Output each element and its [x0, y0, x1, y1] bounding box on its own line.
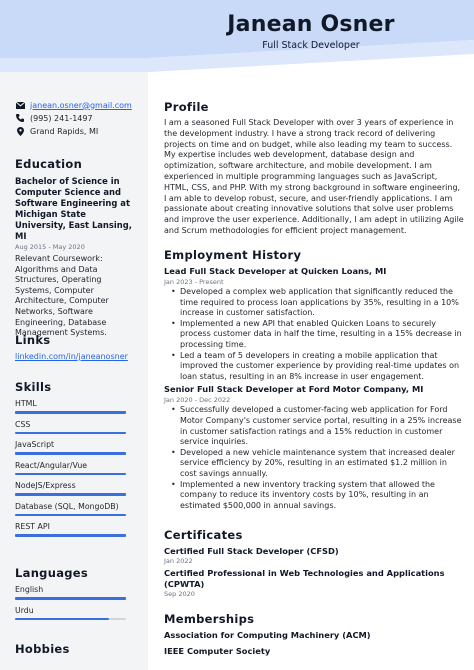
skill-level-fill — [15, 411, 126, 414]
certificate-name: Certified Professional in Web Technologies and Applications (CPWTA) — [164, 568, 445, 589]
membership-item: Association for Computing Machinery (ACM) — [164, 630, 371, 640]
skill-item — [15, 399, 139, 414]
skill-level-fill — [15, 597, 126, 600]
candidate-name: Janean Osner — [227, 12, 395, 37]
skill-item — [15, 440, 139, 455]
links-section — [15, 333, 139, 361]
skill-item — [15, 502, 139, 517]
certificate-date: Sep 2020 — [164, 590, 195, 598]
job-title: Senior Full Stack Developer at Ford Motor Company, MI — [164, 384, 424, 395]
skills-list — [15, 399, 139, 537]
location-text: Grand Rapids, MI — [30, 126, 99, 136]
profile-heading: Profile — [164, 100, 209, 114]
contact-section — [15, 100, 137, 139]
education-date: Aug 2015 - May 2020 — [15, 243, 85, 251]
skill-level-fill — [15, 618, 109, 621]
skill-item — [15, 522, 139, 537]
skill-level-fill — [15, 493, 126, 496]
profile-section — [164, 100, 464, 237]
contact-phone — [15, 113, 137, 123]
location-pin-icon — [15, 126, 25, 136]
phone-icon — [15, 113, 25, 123]
certificates-section — [164, 528, 464, 601]
employment-heading: Employment History — [164, 248, 302, 262]
skill-item — [15, 420, 139, 435]
skill-level-bar — [15, 432, 126, 435]
skill-name: REST API — [15, 522, 50, 531]
skill-item — [15, 461, 139, 476]
membership-item: IEEE Computer Society — [164, 646, 271, 656]
job-bullet: • Led a team of 5 developers in creating a mobile application that improved the customer experience by providing real-time updates on loan status, resulting in an 8% increase in user engagement. — [180, 351, 464, 383]
skill-item — [15, 481, 139, 496]
skill-level-fill — [15, 452, 126, 455]
hobbies-heading: Hobbies — [15, 642, 70, 656]
job-date: Jan 2023 - Present — [164, 278, 224, 286]
skill-name: HTML — [15, 399, 37, 408]
job-bullet: • Successfully developed a customer-facing web application for Ford Motor Company's customer service portal, resulting in a 25% increase in customer satisfaction ratings and a 15% reduction in customer service inquiries. — [180, 405, 464, 447]
skill-name: React/Angular/Vue — [15, 460, 88, 470]
skill-name: JavaScript — [15, 440, 55, 449]
memberships-heading: Memberships — [164, 612, 255, 626]
job-entry — [164, 384, 464, 511]
employment-section — [164, 248, 464, 511]
skill-name: Urdu — [15, 605, 34, 615]
contact-email — [15, 100, 137, 110]
skill-name: CSS — [15, 419, 31, 429]
phone-text: (995) 241-1497 — [30, 113, 93, 123]
languages-heading: Languages — [15, 566, 89, 580]
hobbies-section — [15, 642, 139, 661]
skill-level-fill — [15, 514, 126, 517]
email-link[interactable]: janean.osner@gmail.com — [30, 100, 132, 110]
education-heading: Education — [15, 157, 83, 171]
skill-level-bar — [15, 493, 126, 496]
skill-level-bar — [15, 514, 126, 517]
skill-level-bar — [15, 618, 126, 621]
memberships-section — [164, 612, 464, 662]
skill-level-fill — [15, 473, 126, 476]
skill-level-bar — [15, 473, 126, 476]
skill-level-bar — [15, 597, 126, 600]
skill-name: English — [15, 585, 44, 594]
job-bullets — [164, 405, 464, 511]
skill-name: Database (SQL, MongoDB) — [15, 501, 119, 511]
profile-text: I am a seasoned Full Stack Developer with over 3 years of experience in the development industry. I have a strong track record of delivering projects on time and on budget, while also leading my team to success. My expertise includes web development, database design and optimization, software architecture, and mobile development. I am experienced in multiple programming languages such as JavaScript, HTML, CSS, and PHP. With my strong background in software engineering, I am able to develop robust, secure, and user-friendly applications. I am passionate about creating innovative solutions that solve user problems and improve the user experience. Additionally, I am adept in utilizing Agile and Scrum methodologies for efficient project management. — [164, 118, 464, 235]
skill-level-fill — [15, 534, 126, 537]
skill-item — [15, 585, 139, 600]
skill-level-bar — [15, 534, 126, 537]
job-date: Jan 2020 - Dec 2022 — [164, 396, 231, 405]
job-bullet: • Implemented a new API that enabled Quicken Loans to securely process customer data in half the time, resulting in a 15% decrease in processing time. — [180, 319, 464, 351]
job-bullet: • Developed a complex web application that significantly reduced the time required to process loan applications by 35%, resulting in a 10% increase in customer satisfaction. — [180, 287, 464, 319]
languages-section — [15, 566, 139, 626]
skill-level-fill — [15, 432, 126, 435]
education-coursework: Relevant Coursework: Algorithms and Data Structures, Operating Systems, Computer Architecture, Computer Networks, Software Engineering, Database Management Systems. — [15, 254, 109, 338]
skills-heading: Skills — [15, 380, 52, 394]
job-bullet: • Developed a new vehicle maintenance system that increased dealer service efficiency by 20%, resulting in an estimated $1.2 million in cost savings annually. — [180, 448, 464, 480]
job-title: Full Stack Developer — [262, 40, 360, 51]
education-degree: Bachelor of Science in Computer Science and Software Engineering at Michigan State University, East Lansing, MI — [15, 176, 132, 241]
skill-item — [15, 606, 139, 621]
job-title: Lead Full Stack Developer at Quicken Loans, MI — [164, 266, 387, 276]
certificates-heading: Certificates — [164, 528, 243, 542]
linkedin-link[interactable]: linkedin.com/in/janeanosner — [15, 352, 128, 361]
job-entry — [164, 266, 464, 382]
contact-location — [15, 126, 137, 136]
education-section — [15, 157, 139, 339]
skill-level-bar — [15, 411, 126, 414]
email-icon — [15, 100, 25, 110]
job-bullets — [164, 287, 464, 382]
job-bullet: • Implemented a new inventory tracking system that allowed the company to reduce its inventory costs by 10%, resulting in an estimated $500,000 in annual savings. — [180, 480, 464, 512]
languages-list — [15, 585, 139, 620]
skills-section — [15, 380, 139, 543]
links-heading: Links — [15, 333, 51, 347]
certificate-date: Jan 2022 — [164, 557, 193, 565]
certificate-name: Certified Full Stack Developer (CFSD) — [164, 546, 339, 556]
skill-name: NodeJS/Express — [15, 481, 76, 490]
skill-level-bar — [15, 452, 126, 455]
